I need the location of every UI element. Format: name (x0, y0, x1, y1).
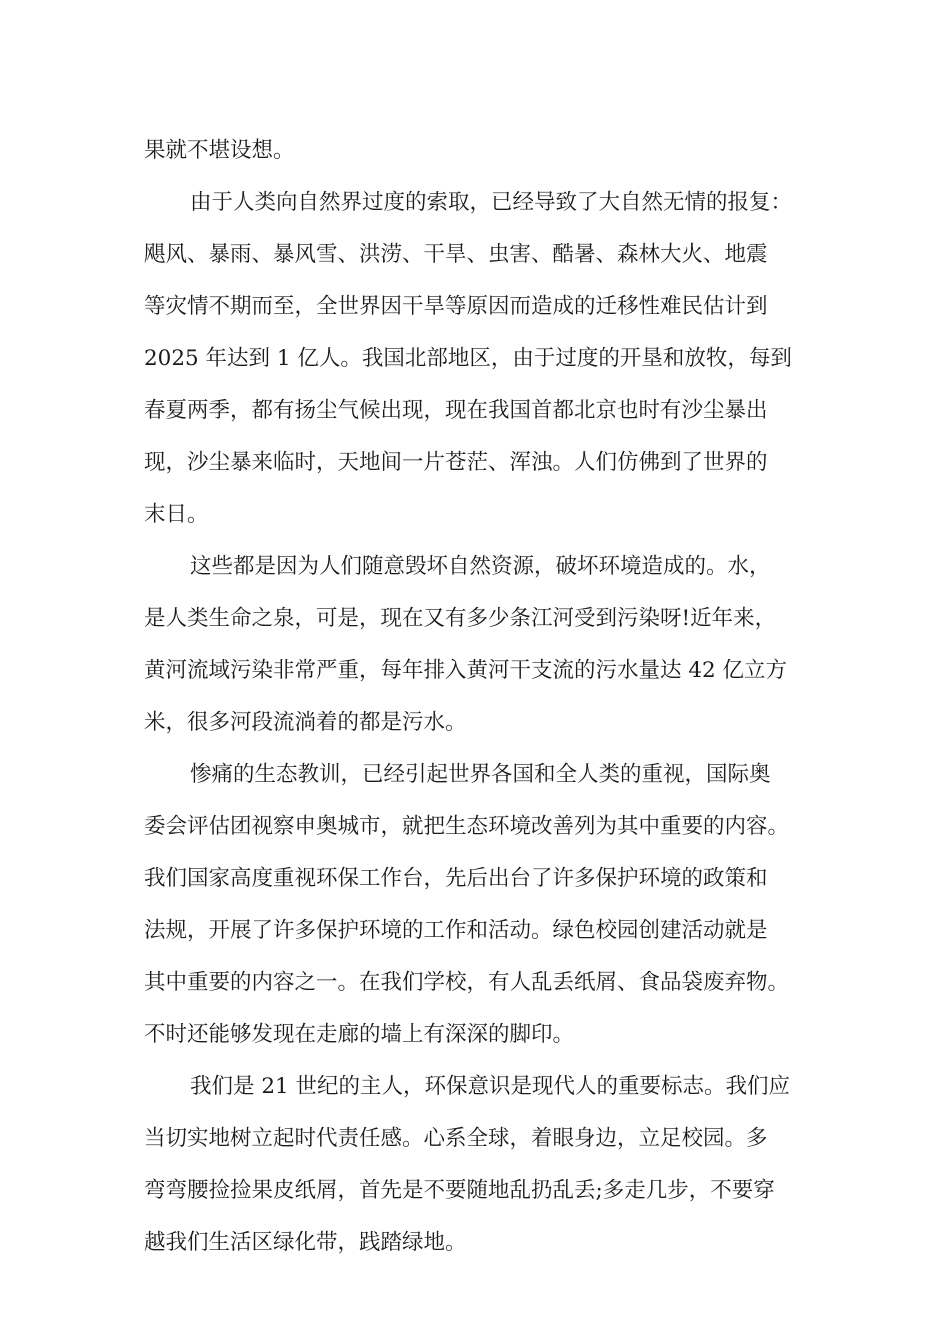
paragraph-first-line: 惨痛的生态教训，已经引起世界各国和全人类的重视，国际奥 (190, 762, 771, 787)
text-line: 其中重要的内容之一。在我们学校，有人乱丢纸屑、食品袋废弃物。 (144, 970, 790, 995)
text-line: 果就不堪设想。 (144, 138, 295, 163)
text-line: 当切实地树立起时代责任感。心系全球，着眼身边，立足校园。多 (144, 1126, 768, 1151)
text-line: 黄河流域污染非常严重，每年排入黄河干支流的污水量达 42 亿立方 (144, 658, 788, 683)
text-line: 不时还能够发现在走廊的墙上有深深的脚印。 (144, 1022, 575, 1047)
text-line: 等灾情不期而至，全世界因干旱等原因而造成的迁移性难民估计到 (144, 294, 768, 319)
text-line: 委会评估团视察申奥城市，就把生态环境改善列为其中重要的内容。 (144, 814, 790, 839)
text-line: 我们国家高度重视环保工作台，先后出台了许多保护环境的政策和 (144, 866, 768, 891)
document-body (144, 125, 834, 1269)
text-line: 末日。 (144, 502, 209, 527)
text-line: 越我们生活区绿化带，践踏绿地。 (144, 1230, 467, 1255)
text-line: 飓风、暴雨、暴风雪、洪涝、干旱、虫害、酷暑、森林大火、地震 (144, 242, 768, 267)
paragraph-first-line: 由于人类向自然界过度的索取，已经导致了大自然无情的报复： (190, 190, 793, 215)
paragraph-first-line: 这些都是因为人们随意毁坏自然资源，破坏环境造成的。水， (190, 554, 771, 579)
text-line: 春夏两季，都有扬尘气候出现，现在我国首都北京也时有沙尘暴出 (144, 398, 768, 423)
text-line: 现，沙尘暴来临时，天地间一片苍茫、浑浊。人们仿佛到了世界的 (144, 450, 768, 475)
paragraph-first-line: 我们是 21 世纪的主人，环保意识是现代人的重要标志。我们应 (190, 1074, 791, 1099)
text-line: 2025 年达到 1 亿人。我国北部地区，由于过度的开垦和放牧，每到 (144, 346, 792, 371)
text-line: 弯弯腰捡捡果皮纸屑，首先是不要随地乱扔乱丢;多走几步，不要穿 (144, 1178, 775, 1203)
text-line: 米，很多河段流淌着的都是污水。 (144, 710, 467, 735)
text-line: 是人类生命之泉，可是，现在又有多少条江河受到污染呀!近年来， (144, 606, 777, 631)
text-line: 法规，开展了许多保护环境的工作和活动。绿色校园创建活动就是 (144, 918, 768, 943)
